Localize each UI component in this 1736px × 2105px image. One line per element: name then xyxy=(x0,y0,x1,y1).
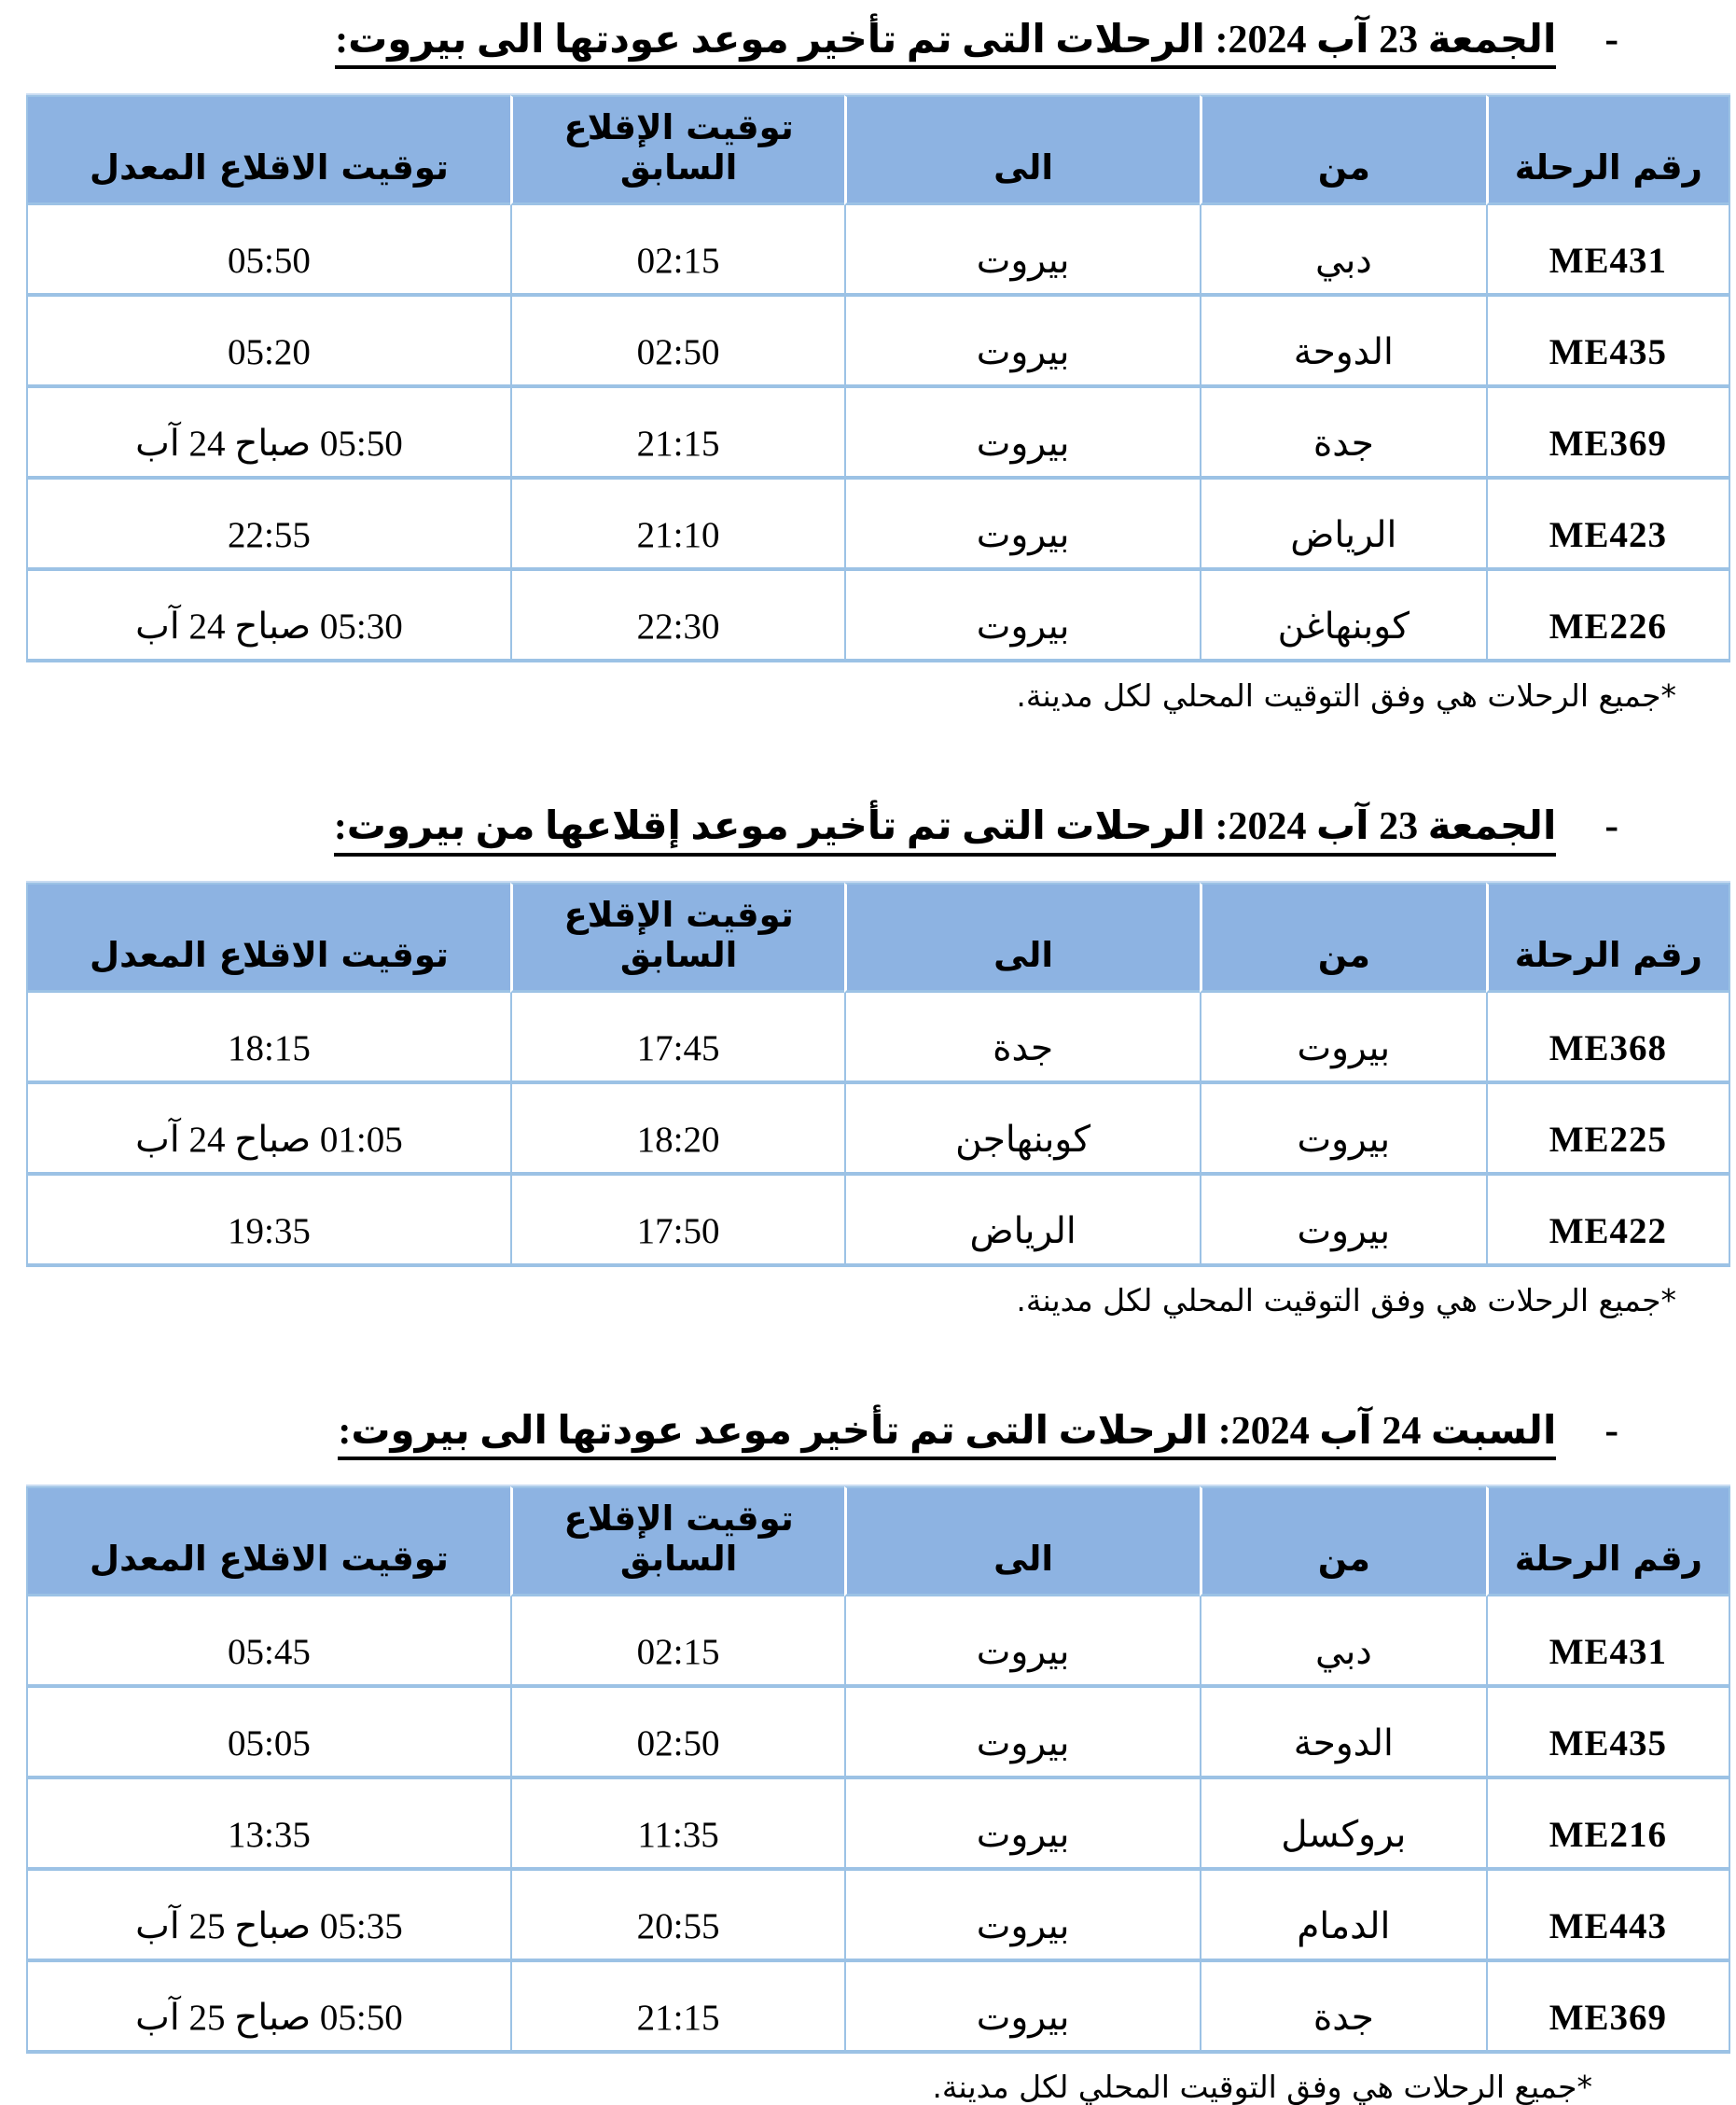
cell-revised: 05:50 xyxy=(26,205,510,297)
cell-from: كوبنهاغن xyxy=(1200,571,1486,662)
column-header-revised: توقيت الاقلاع المعدل xyxy=(26,95,510,205)
table-row xyxy=(26,1962,1730,2054)
cell-to: جدة xyxy=(844,993,1200,1084)
cell-from: دبي xyxy=(1200,1596,1486,1688)
cell-previous: 18:20 xyxy=(510,1084,844,1176)
column-header-flight: رقم الرحلة xyxy=(1486,1486,1730,1596)
cell-flight: ME369 xyxy=(1486,1962,1730,2054)
table-row xyxy=(26,297,1730,388)
column-header-previous: توقيت الإقلاع السابق xyxy=(510,883,844,993)
cell-previous: 21:15 xyxy=(510,388,844,480)
cell-to: بيروت xyxy=(844,1962,1200,2054)
cell-from: الرياض xyxy=(1200,480,1486,571)
cell-revised: 05:45 xyxy=(26,1596,510,1688)
cell-previous: 17:50 xyxy=(510,1176,844,1267)
cell-revised: 05:50 صباح 25 آب xyxy=(26,1962,510,2054)
column-header-flight: رقم الرحلة xyxy=(1486,883,1730,993)
flights-table-2 xyxy=(26,881,1730,1267)
cell-previous: 02:50 xyxy=(510,297,844,388)
cell-previous: 17:45 xyxy=(510,993,844,1084)
cell-revised: 18:15 xyxy=(26,993,510,1084)
column-header-from: من xyxy=(1200,95,1486,205)
cell-to: بيروت xyxy=(844,205,1200,297)
cell-flight: ME225 xyxy=(1486,1084,1730,1176)
cell-revised: 05:30 صباح 24 آب xyxy=(26,571,510,662)
section3-heading: السبت 24 آب 2024: الرحلات التى تم تأخير موعد عودتها الى بيروت: xyxy=(338,1409,1556,1460)
header-row xyxy=(26,95,1730,205)
flights-table-1 xyxy=(26,93,1730,662)
cell-from: بيروت xyxy=(1200,1084,1486,1176)
cell-flight: ME369 xyxy=(1486,388,1730,480)
table-header xyxy=(26,1486,1730,1596)
cell-to: بيروت xyxy=(844,297,1200,388)
column-header-previous: توقيت الإقلاع السابق xyxy=(510,95,844,205)
table-row xyxy=(26,1779,1730,1871)
cell-flight: ME435 xyxy=(1486,297,1730,388)
header-row xyxy=(26,883,1730,993)
cell-revised: 19:35 xyxy=(26,1176,510,1267)
cell-to: كوبنهاجن xyxy=(844,1084,1200,1176)
column-header-to: الى xyxy=(844,95,1200,205)
cell-previous: 02:50 xyxy=(510,1688,844,1779)
section2-heading-line xyxy=(6,803,1618,856)
flights-table-3 xyxy=(26,1485,1730,2054)
cell-previous: 02:15 xyxy=(510,1596,844,1688)
cell-revised: 05:20 xyxy=(26,297,510,388)
list-dash: - xyxy=(1604,16,1618,62)
footnote-1: *جميع الرحلات هي وفق التوقيت المحلي لكل مدينة. xyxy=(1016,677,1676,715)
column-header-flight: رقم الرحلة xyxy=(1486,95,1730,205)
cell-to: بيروت xyxy=(844,1596,1200,1688)
cell-to: بيروت xyxy=(844,388,1200,480)
cell-previous: 21:15 xyxy=(510,1962,844,2054)
column-header-previous: توقيت الإقلاع السابق xyxy=(510,1486,844,1596)
cell-to: بيروت xyxy=(844,571,1200,662)
footnote-3: *جميع الرحلات هي وفق التوقيت المحلي لكل مدينة. xyxy=(932,2068,1592,2105)
table-header xyxy=(26,883,1730,993)
cell-from: الدوحة xyxy=(1200,297,1486,388)
cell-revised: 13:35 xyxy=(26,1779,510,1871)
table-row xyxy=(26,480,1730,571)
header-row xyxy=(26,1486,1730,1596)
cell-to: بيروت xyxy=(844,1871,1200,1962)
cell-flight: ME431 xyxy=(1486,1596,1730,1688)
column-header-from: من xyxy=(1200,1486,1486,1596)
cell-revised: 01:05 صباح 24 آب xyxy=(26,1084,510,1176)
section2-heading: الجمعة 23 آب 2024: الرحلات التى تم تأخير موعد إقلاعها من بيروت: xyxy=(334,804,1557,856)
cell-flight: ME423 xyxy=(1486,480,1730,571)
column-header-revised: توقيت الاقلاع المعدل xyxy=(26,883,510,993)
cell-from: بروكسل xyxy=(1200,1779,1486,1871)
cell-flight: ME443 xyxy=(1486,1871,1730,1962)
table-row xyxy=(26,388,1730,480)
list-dash: - xyxy=(1604,802,1618,849)
footnote-2: *جميع الرحلات هي وفق التوقيت المحلي لكل مدينة. xyxy=(1016,1281,1676,1318)
cell-revised: 05:35 صباح 25 آب xyxy=(26,1871,510,1962)
cell-previous: 20:55 xyxy=(510,1871,844,1962)
table-row xyxy=(26,1688,1730,1779)
table-row xyxy=(26,993,1730,1084)
cell-flight: ME431 xyxy=(1486,205,1730,297)
cell-revised: 05:05 xyxy=(26,1688,510,1779)
cell-from: الدمام xyxy=(1200,1871,1486,1962)
cell-from: بيروت xyxy=(1200,1176,1486,1267)
table-row xyxy=(26,205,1730,297)
table-row xyxy=(26,1596,1730,1688)
cell-to: بيروت xyxy=(844,1779,1200,1871)
table-row xyxy=(26,1084,1730,1176)
cell-flight: ME226 xyxy=(1486,571,1730,662)
cell-to: بيروت xyxy=(844,1688,1200,1779)
cell-from: بيروت xyxy=(1200,993,1486,1084)
cell-from: جدة xyxy=(1200,1962,1486,2054)
cell-from: دبي xyxy=(1200,205,1486,297)
table-row xyxy=(26,571,1730,662)
column-header-from: من xyxy=(1200,883,1486,993)
cell-flight: ME216 xyxy=(1486,1779,1730,1871)
cell-flight: ME435 xyxy=(1486,1688,1730,1779)
cell-flight: ME422 xyxy=(1486,1176,1730,1267)
section1-heading-line xyxy=(6,17,1618,69)
column-header-revised: توقيت الاقلاع المعدل xyxy=(26,1486,510,1596)
cell-revised: 22:55 xyxy=(26,480,510,571)
table-header xyxy=(26,95,1730,205)
cell-previous: 02:15 xyxy=(510,205,844,297)
column-header-to: الى xyxy=(844,1486,1200,1596)
cell-revised: 05:50 صباح 24 آب xyxy=(26,388,510,480)
cell-to: بيروت xyxy=(844,480,1200,571)
list-dash: - xyxy=(1604,1406,1618,1453)
section3-heading-line xyxy=(6,1408,1618,1460)
column-header-to: الى xyxy=(844,883,1200,993)
cell-previous: 22:30 xyxy=(510,571,844,662)
cell-previous: 21:10 xyxy=(510,480,844,571)
cell-from: جدة xyxy=(1200,388,1486,480)
cell-to: الرياض xyxy=(844,1176,1200,1267)
section1-heading: الجمعة 23 آب 2024: الرحلات التى تم تأخير موعد عودتها الى بيروت: xyxy=(335,18,1556,69)
table-row xyxy=(26,1176,1730,1267)
cell-previous: 11:35 xyxy=(510,1779,844,1871)
cell-from: الدوحة xyxy=(1200,1688,1486,1779)
cell-flight: ME368 xyxy=(1486,993,1730,1084)
table-row xyxy=(26,1871,1730,1962)
